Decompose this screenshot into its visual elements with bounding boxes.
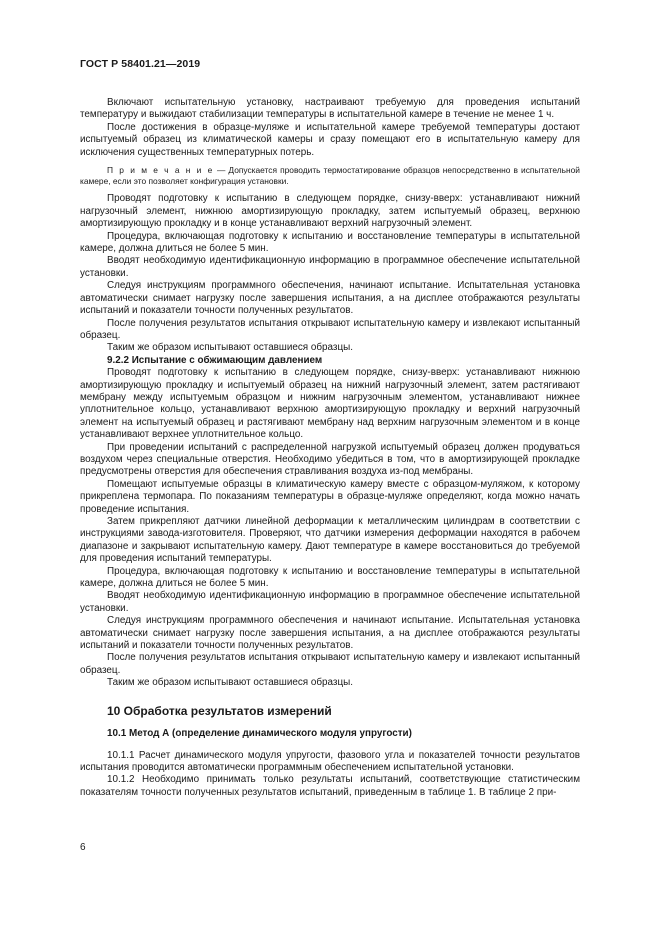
paragraph: Следуя инструкциям программного обеспечения, начинают испытание. Испытательная установка автоматически снимает нагрузку после завершения испытания, а на дисплее отображаются результаты испытаний и показатели точности полученных результатов. (80, 280, 580, 317)
paragraph: После получения результатов испытания открывают испытательную камеру и извлекают испытанный образец. (80, 652, 580, 676)
paragraph: Следуя инструкциям программного обеспечения и начинают испытание. Испытательная установка автоматически снимает нагрузку после завершения испытания, а на дисплее отображаются результаты испытаний и показатели точности полученных результатов. (80, 615, 580, 652)
paragraph: При проведении испытаний с распределенной нагрузкой испытуемый образец должен продуваться воздухом через специальные отверстия. Необходимо убедиться в том, что в амортизирующей прокладке предусмотрены отверстия для обеспечения стравливания воздуха из-под мембраны. (80, 441, 580, 478)
body-text (80, 97, 580, 799)
paragraph: Таким же образом испытывают оставшиеся образцы. (107, 677, 353, 689)
note-text: — Допускается проводить термостатирование образцов непосредственно в испытательной камере, если это позволяет конфигурация установки. (80, 165, 580, 187)
subheading-9-2-2: 9.2.2 Испытание с обжимающим давлением (107, 354, 323, 366)
paragraph: 10.1.1 Расчет динамического модуля упругости, фазового угла и показателей точности результатов испытания проводится автоматически программным обеспечением испытательной установки. (80, 749, 580, 773)
paragraph: Помещают испытуемые образцы в климатическую камеру вместе с образцом-муляжом, к которому прикреплена термопара. По показаниям температуры в образце-муляже определяют, когда можно начать проведение испытания. (80, 478, 580, 515)
standard-header: ГОСТ Р 58401.21—2019 (80, 58, 201, 70)
paragraph: Процедура, включающая подготовку к испытанию и восстановление температуры в испытательной камере, должна длиться не более 5 мин. (80, 565, 580, 590)
note-label: П р и м е ч а н и е (107, 165, 214, 176)
paragraph: После получения результатов испытания открывают испытательную камеру и извлекают испытанный образец. (80, 317, 580, 341)
paragraph: Затем прикрепляют датчики линейной деформации к металлическим цилиндрам в соответствии с инструкциями завода-изготовителя. Проверяют, что датчики измерения деформации находятся в рабочем диапазоне и закрывают испытательную камеру. Дают температуре в камере восстановиться до требуемой для проведения испытаний температуры. (80, 516, 580, 565)
paragraph: Таким же образом испытывают оставшиеся образцы. (107, 342, 353, 354)
paragraph: 10.1.2 Необходимо принимать только результаты испытаний, соответствующие статистическим показателям точности полученных результатов испытаний, приведенным в таблице 1. В таблице 2 при- (80, 774, 580, 798)
paragraph: Вводят необходимую идентификационную информацию в программное обеспечение испытательной установки. (80, 255, 580, 279)
paragraph: Процедура, включающая подготовку к испытанию и восстановление температуры в испытательной камере, должна длиться не более 5 мин. (80, 230, 580, 255)
page-number: 6 (80, 842, 86, 853)
paragraph: После достижения в образце-муляже и испытательной камере требуемой температуры достают испытуемый образец из климатической камеры и сразу помещают его в испытательную камеру для исключения существенных температурных потерь. (80, 121, 580, 158)
paragraph: Вводят необходимую идентификационную информацию в программное обеспечение испытательной установки. (80, 590, 580, 614)
paragraph: Проводят подготовку к испытанию в следующем порядке, снизу-вверх: устанавливают нижнюю амортизирующую прокладку и испытуемый образец на нижний нагрузочный элемент, затем растягивают мембрану между испытуемым образцом и нижним нагрузочным элементом, устанавливают нижнее уплотнительное кольцо, устанавливают верхнюю амортизирующую прокладку и верхний нагрузочный элемент на испытуемый образец и растягивают мембрану над верхним нагрузочным элементом и в конце устанавливают верхнее уплотнительное кольцо. (80, 367, 580, 441)
section-title: 10 Обработка результатов измерений (107, 703, 332, 718)
note (80, 165, 580, 187)
subsection-title: 10.1 Метод А (определение динамического модуля упругости) (107, 728, 412, 740)
paragraph: Проводят подготовку к испытанию в следующем порядке, снизу-вверх: устанавливают нижний нагрузочный элемент, нижнюю амортизирующую прокладку, затем испытуемый образец, верхнюю амортизирующую прокладку и в конце устанавливают верхний нагрузочный элемент. (80, 193, 580, 230)
paragraph: Включают испытательную установку, настраивают требуемую для проведения испытаний температуру и выжидают стабилизации температуры в испытательной камере в течение не менее 1 ч. (80, 97, 580, 121)
